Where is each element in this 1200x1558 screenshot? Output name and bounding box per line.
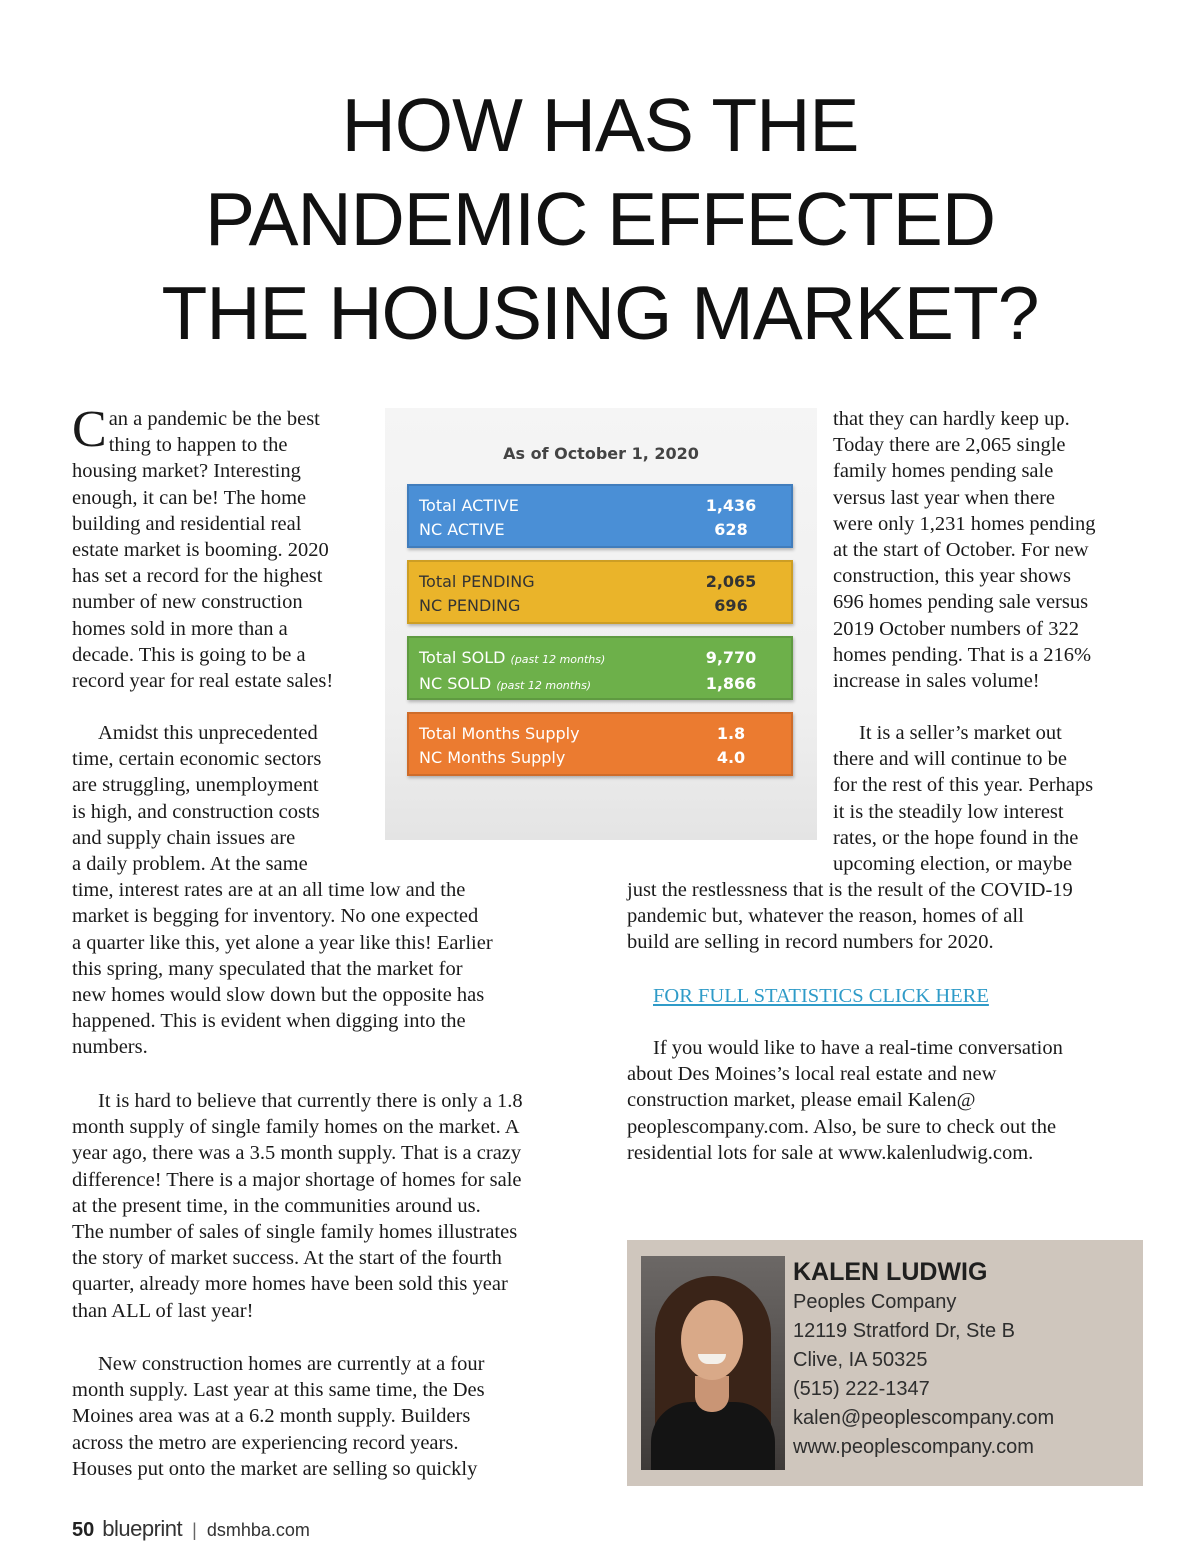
stat-label: NC Months Supply	[419, 748, 566, 767]
full-statistics-link[interactable]: FOR FULL STATISTICS CLICK HERE	[653, 985, 989, 1007]
left-paragraph-3	[72, 1088, 592, 1324]
text-line: an a pandemic be the best	[108, 408, 320, 430]
text-line: homes sold in more than a	[72, 617, 288, 640]
page-number: 50	[72, 1519, 95, 1541]
stat-row	[419, 646, 781, 672]
stat-row	[419, 746, 781, 770]
stats-link-wrap	[653, 983, 989, 1009]
text-line: versus last year when there	[833, 486, 1055, 509]
text-line: decade. This is going to be a	[72, 643, 306, 666]
author-address-line-1: 12119 Stratford Dr, Ste B	[793, 1320, 1015, 1342]
text-line: is high, and construction costs	[72, 800, 320, 823]
drop-cap: C	[72, 401, 107, 458]
text-line: month supply of single family homes on the market. A	[72, 1116, 520, 1139]
footer-separator: |	[192, 1520, 197, 1540]
text-line: The number of sales of single family homes illustrates	[72, 1221, 518, 1244]
text-line: quarter, already more homes have been sold this year	[72, 1273, 508, 1296]
stat-label	[419, 646, 681, 672]
text-line: across the metro are experiencing record years.	[72, 1431, 459, 1454]
text-line: there and will continue to be	[833, 748, 1067, 771]
author-address-line-2: Clive, IA 50325	[793, 1349, 928, 1371]
text-line: happened. This is evident when digging into the	[72, 1010, 466, 1033]
stat-label-note: (past 12 months)	[496, 679, 592, 692]
text-line: were only 1,231 homes pending	[833, 512, 1096, 535]
text-line: housing market? Interesting	[72, 460, 301, 483]
text-line: market is begging for inventory. No one expected	[72, 905, 479, 928]
text-line: for the rest of this year. Perhaps	[833, 774, 1094, 797]
stat-box-months-supply	[407, 712, 793, 776]
text-line: Moines area was at a 6.2 month supply. Builders	[72, 1405, 471, 1428]
text-line: a daily problem. At the same	[72, 853, 308, 876]
stat-row	[419, 518, 781, 542]
text-line: numbers.	[72, 1036, 148, 1059]
footer-site: dsmhba.com	[206, 1520, 310, 1540]
text-line: construction market, please email Kalen@	[627, 1089, 976, 1112]
text-line: year ago, there was a 3.5 month supply. That is a crazy	[72, 1142, 522, 1165]
text-line: this spring, many speculated that the market for	[72, 957, 463, 980]
text-line: than ALL of last year!	[72, 1299, 254, 1322]
stat-label: Total Months Supply	[419, 724, 580, 743]
text-line: homes pending. That is a 216%	[833, 643, 1092, 666]
right-paragraph-3	[627, 1035, 1167, 1166]
text-line: time, certain economic sectors	[72, 748, 322, 771]
left-paragraph-4	[72, 1351, 592, 1482]
author-card	[627, 1240, 1143, 1486]
text-line: enough, it can be! The home	[72, 486, 307, 509]
text-line: pandemic but, whatever the reason, homes of all	[627, 905, 1024, 928]
text-line: Houses put onto the market are selling so quickly	[72, 1457, 478, 1480]
text-line: the story of market success. At the start of the fourth	[72, 1247, 502, 1270]
stat-value: 4.0	[716, 748, 746, 767]
text-line: If you would like to have a real-time conversation	[653, 1037, 1063, 1059]
text-line: difference! There is a major shortage of homes for sale	[72, 1168, 522, 1191]
text-line: upcoming election, or maybe	[833, 853, 1073, 876]
stat-row	[419, 570, 781, 594]
text-line: record year for real estate sales!	[72, 670, 334, 693]
author-email[interactable]: kalen@peoplescompany.com	[793, 1407, 1055, 1429]
stat-value: 696	[714, 596, 748, 615]
text-line: about Des Moines’s local real estate and new	[627, 1063, 997, 1086]
text-line: family homes pending sale	[833, 460, 1054, 483]
stat-value: 628	[714, 520, 748, 539]
text-line: it is the steadily low interest	[833, 800, 1064, 823]
text-line: number of new construction	[72, 591, 303, 614]
text-line: just the restlessness that is the result of the COVID-19	[627, 879, 1073, 901]
stat-value: 2,065	[705, 572, 757, 591]
text-line: new homes would slow down but the opposite has	[72, 984, 485, 1007]
market-stats-graphic	[385, 408, 817, 840]
text-line: 2019 October numbers of 322	[833, 617, 1079, 640]
text-line: 696 homes pending sale versus	[833, 591, 1089, 614]
text-line: a quarter like this, yet alone a year like this! Earlier	[72, 931, 493, 954]
stat-label: NC ACTIVE	[419, 520, 505, 539]
title-line-1: HOW HAS THE	[341, 83, 859, 167]
stat-row	[419, 722, 781, 746]
stat-label-text: Total SOLD	[419, 648, 506, 667]
stat-label	[419, 672, 681, 698]
author-website[interactable]: www.peoplescompany.com	[793, 1436, 1034, 1458]
text-line: month supply. Last year at this same time, the Des	[72, 1379, 485, 1402]
stat-value: 9,770	[705, 648, 757, 667]
text-line: New construction homes are currently at a four	[98, 1353, 485, 1375]
text-line: and supply chain issues are	[72, 826, 296, 849]
stats-date: As of October 1, 2020	[503, 444, 699, 463]
magazine-brand: blueprint	[102, 1516, 183, 1541]
stat-label: NC PENDING	[419, 596, 521, 615]
stat-row	[419, 672, 781, 698]
stat-value: 1.8	[716, 724, 746, 743]
text-line: at the start of October. For new	[833, 539, 1089, 562]
stat-box-sold	[407, 636, 793, 700]
text-line: estate market is booming. 2020	[72, 539, 329, 562]
right-paragraph-2b	[627, 877, 1167, 956]
text-line: Amidst this unprecedented	[98, 722, 318, 744]
title-line-2: PANDEMIC EFFECTED	[205, 177, 995, 261]
text-line: It is a seller’s market out	[859, 722, 1062, 744]
page-footer	[72, 1516, 310, 1542]
author-photo	[641, 1256, 785, 1470]
author-name: KALEN LUDWIG	[793, 1258, 988, 1286]
text-line: building and residential real	[72, 512, 302, 535]
text-line: construction, this year shows	[833, 565, 1071, 588]
stat-value: 1,436	[705, 496, 757, 515]
author-details	[793, 1256, 1054, 1462]
stat-label: Total ACTIVE	[419, 496, 519, 515]
stat-row	[419, 494, 781, 518]
text-line: at the present time, in the communities around us.	[72, 1194, 481, 1217]
text-line: build are selling in record numbers for 2020.	[627, 931, 994, 954]
left-paragraph-1	[72, 401, 372, 694]
text-line: increase in sales volume!	[833, 670, 1040, 693]
author-phone: (515) 222-1347	[793, 1378, 930, 1400]
text-line: are struggling, unemployment	[72, 774, 319, 797]
article-title	[0, 78, 1200, 360]
stat-box-pending	[407, 560, 793, 624]
stat-label-text: NC SOLD	[419, 674, 492, 693]
text-line: It is hard to believe that currently there is only a 1.8	[98, 1090, 523, 1112]
text-line: that they can hardly keep up.	[833, 408, 1070, 430]
stat-row	[419, 594, 781, 618]
text-line: thing to happen to the	[108, 434, 288, 457]
right-paragraph-1	[833, 406, 1153, 694]
right-paragraph-2a	[833, 720, 1153, 877]
text-line: time, interest rates are at an all time low and the	[72, 879, 466, 902]
title-line-3: THE HOUSING MARKET?	[161, 271, 1039, 355]
text-line: peoplescompany.com. Also, be sure to check out the	[627, 1115, 1057, 1138]
author-company: Peoples Company	[793, 1291, 957, 1313]
text-line: residential lots for sale at www.kalenludwig.com.	[627, 1141, 1034, 1164]
text-line: has set a record for the highest	[72, 565, 323, 588]
stat-label-note: (past 12 months)	[510, 653, 606, 666]
text-line: Today there are 2,065 single	[833, 434, 1066, 457]
stat-box-active	[407, 484, 793, 548]
text-line: rates, or the hope found in the	[833, 826, 1079, 849]
stat-label: Total PENDING	[419, 572, 535, 591]
stat-value: 1,866	[705, 674, 757, 693]
